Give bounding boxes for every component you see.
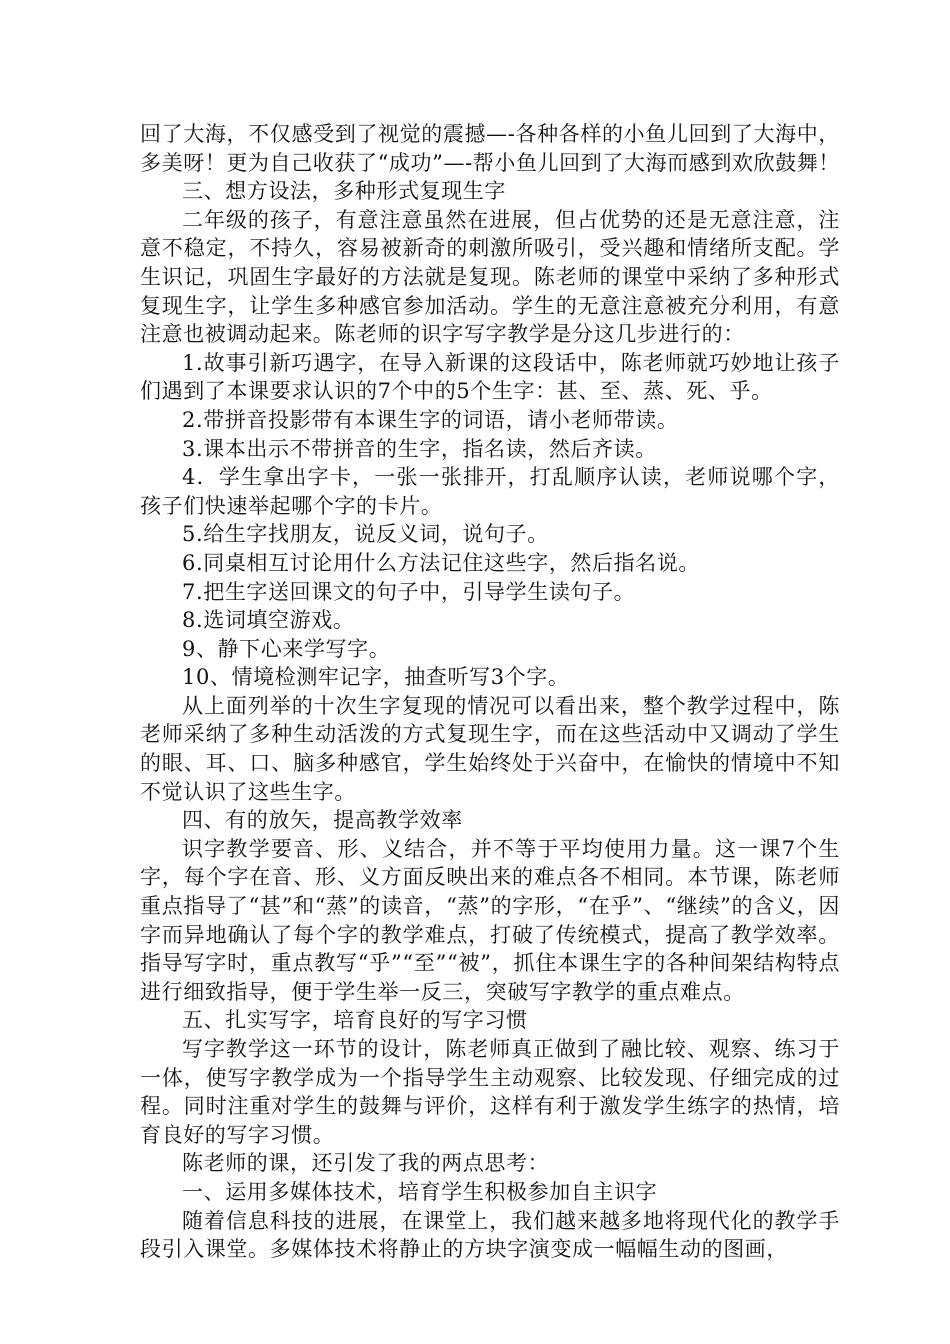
list-item-10: 10、情境检测牢记字，抽查听写3个字。 [182,665,570,690]
list-item-3: 3.课本出示不带拼音的生字，指名读，然后齐读。 [182,436,657,461]
document-body [140,120,840,1264]
paragraph-continuation: 回了大海，不仅感受到了视觉的震撼—-各种各样的小鱼儿回到了大海中，多美呀！更为自己收获了“成功”—-帮小鱼儿回到了大海而感到欢欣鼓舞！ [140,122,840,175]
paragraph: 陈老师的课，还引发了我的两点思考： [182,1151,550,1176]
list-item-9: 9、静下心来学写字。 [182,636,391,661]
list-item-6: 6.同桌相互讨论用什么方法记住这些字，然后指名说。 [182,550,701,575]
paragraph: 写字教学这一环节的设计，陈老师真正做到了融比较、观察、练习于一体，使写字教学成为一个指导学生主动观察、比较发现、仔细完成的过程。同时注重对学生的鼓舞与评价，这样有利于激发学生练字的热情，培育良好的写字习惯。 [140,1037,840,1147]
list-item-1: 1.故事引新巧遇字，在导入新课的这段话中，陈老师就巧妙地让孩子们遇到了本课要求认识的7个中的5个生字：甚、至、蒸、死、乎。 [140,350,840,404]
list-item-4: 4．学生拿出字卡，一张一张排开，打乱顺序认读，老师说哪个字，孩子们快速举起哪个字的卡片。 [140,465,840,518]
paragraph: 识字教学要音、形、义结合，并不等于平均使用力量。这一课7个生字，每个字在音、形、义方面反映出来的难点各不相同。本节课，陈老师重点指导了“甚”和“蒸”的读音，“蒸”的字形，“在乎”、“继续”的含义，因字而异地确认了每个字的教学难点，打破了传统模式，提高了教学效率。指导写字时，重点教写“乎”“至”“被”，抓住本课生字的各种间架结构特点进行细致指导，便于学生举一反三，突破写字教学的重点难点。 [140,836,840,1004]
section-heading-3: 三、想方设法，多种形式复现生字 [182,179,506,204]
list-item-2: 2.带拼音投影带有本课生字的词语，请小老师带读。 [182,407,679,432]
paragraph: 随着信息科技的进展，在课堂上，我们越来越多地将现代化的教学手段引入课堂。多媒体技术将静止的方块字演变成一幅幅生动的图画， [140,1208,840,1262]
list-item-7: 7.把生字送回课文的句子中，引导学生读句子。 [182,579,636,604]
section-heading-5: 五、扎实写字，培育良好的写字习惯 [182,1008,528,1033]
section-heading-4: 四、有的放矢，提高教学效率 [182,808,463,833]
list-item-5: 5.给生字找朋友，说反义词，说句子。 [182,522,549,547]
paragraph: 二年级的孩子，有意注意虽然在进展，但占优势的还是无意注意，注意不稳定，不持久，容易被新奇的刺激所吸引，受兴趣和情绪所支配。学生识记，巩固生字最好的方法就是复现。陈老师的课堂中采纳了多种形式复现生字，让学生多种感官参加活动。学生的无意注意被充分利用，有意注意也被调动起来。陈老师的识字写字教学是分这几步进行的： [140,207,840,347]
subsection-heading-1: 一、运用多媒体技术，培育学生积极参加自主识字 [182,1179,658,1204]
paragraph: 从上面列举的十次生字复现的情况可以看出来，整个教学过程中，陈老师采纳了多种生动活泼的方式复现生字，而在这些活动中又调动了学生的眼、耳、口、脑多种感官，学生始终处于兴奋中，在愉快的情境中不知不觉认识了这些生字。 [140,693,840,804]
list-item-8: 8.选词填空游戏。 [182,608,355,633]
